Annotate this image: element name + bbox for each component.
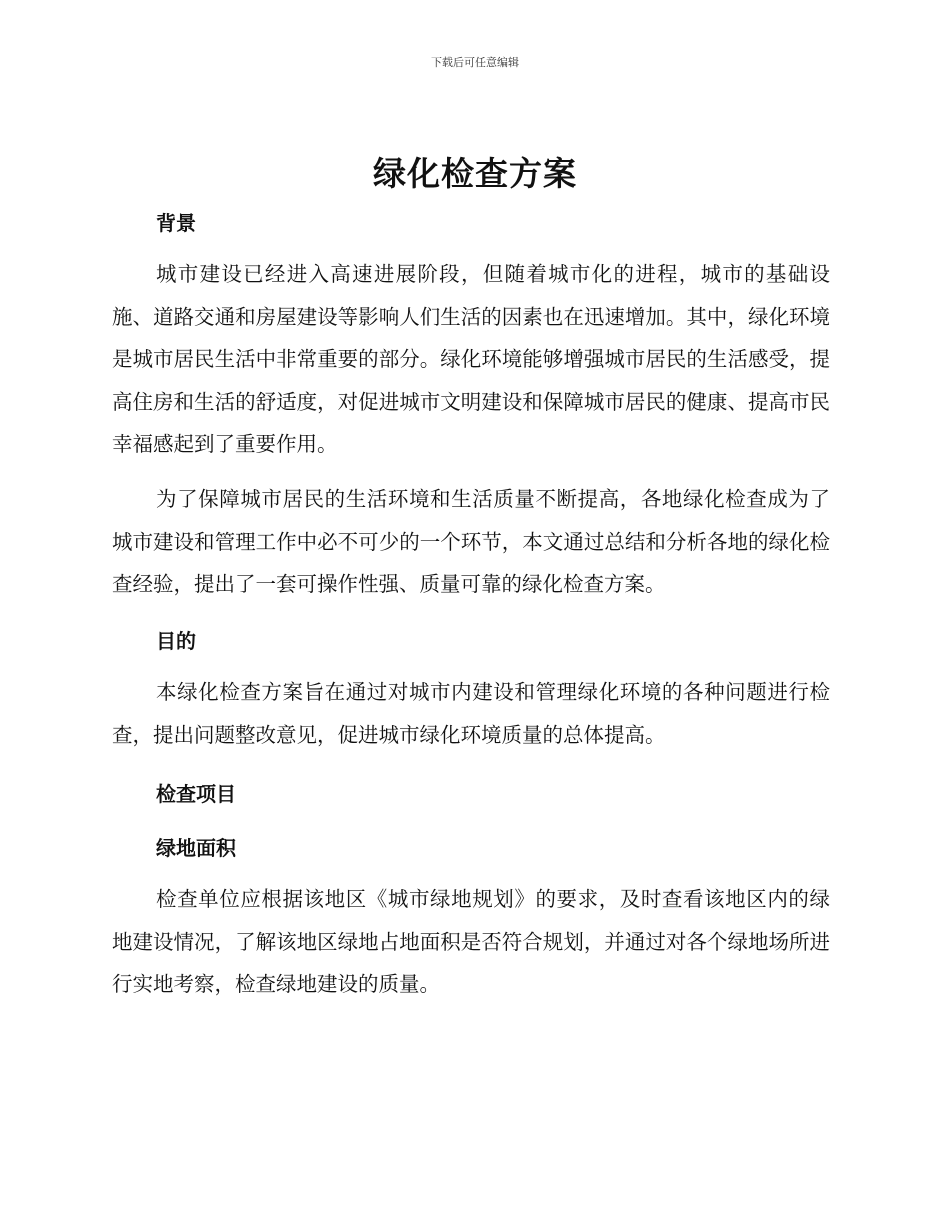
paragraph-purpose-1: 本绿化检查方案旨在通过对城市内建设和管理绿化环境的各种问题进行检查，提出问题整改意见，促进城市绿化环境质量的总体提高。 — [112, 680, 830, 747]
paragraph-background-2: 为了保障城市居民的生活环境和生活质量不断提高，各地绿化检查成为了城市建设和管理工作中必不可少的一个环节，本文通过总结和分析各地的绿化检查经验，提出了一套可操作性强、质量可靠的绿化检查方案。 — [112, 487, 830, 596]
heading-purpose: 目的 — [156, 629, 196, 653]
paragraph-background-1: 城市建设已经进入高速进展阶段，但随着城市化的进程，城市的基础设施、道路交通和房屋建设等影响人们生活的因素也在迅速增加。其中，绿化环境是城市居民生活中非常重要的部分。绿化环境能够增强城市居民的生活感受，提高住房和生活的舒适度，对促进城市文明建设和保障城市居民的健康、提高市民幸福感起到了重要作用。 — [112, 262, 830, 456]
heading-background: 背景 — [156, 211, 196, 235]
heading-inspection-items: 检查项目 — [156, 782, 236, 806]
document-title: 绿化检查方案 — [373, 154, 577, 193]
header-note: 下载后可任意编辑 — [431, 56, 519, 69]
heading-green-area: 绿地面积 — [156, 836, 236, 860]
paragraph-green-area-1: 检查单位应根据该地区《城市绿地规划》的要求，及时查看该地区内的绿地建设情况，了解该地区绿地占地面积是否符合规划，并通过对各个绿地场所进行实地考察，检查绿地建设的质量。 — [112, 887, 830, 996]
